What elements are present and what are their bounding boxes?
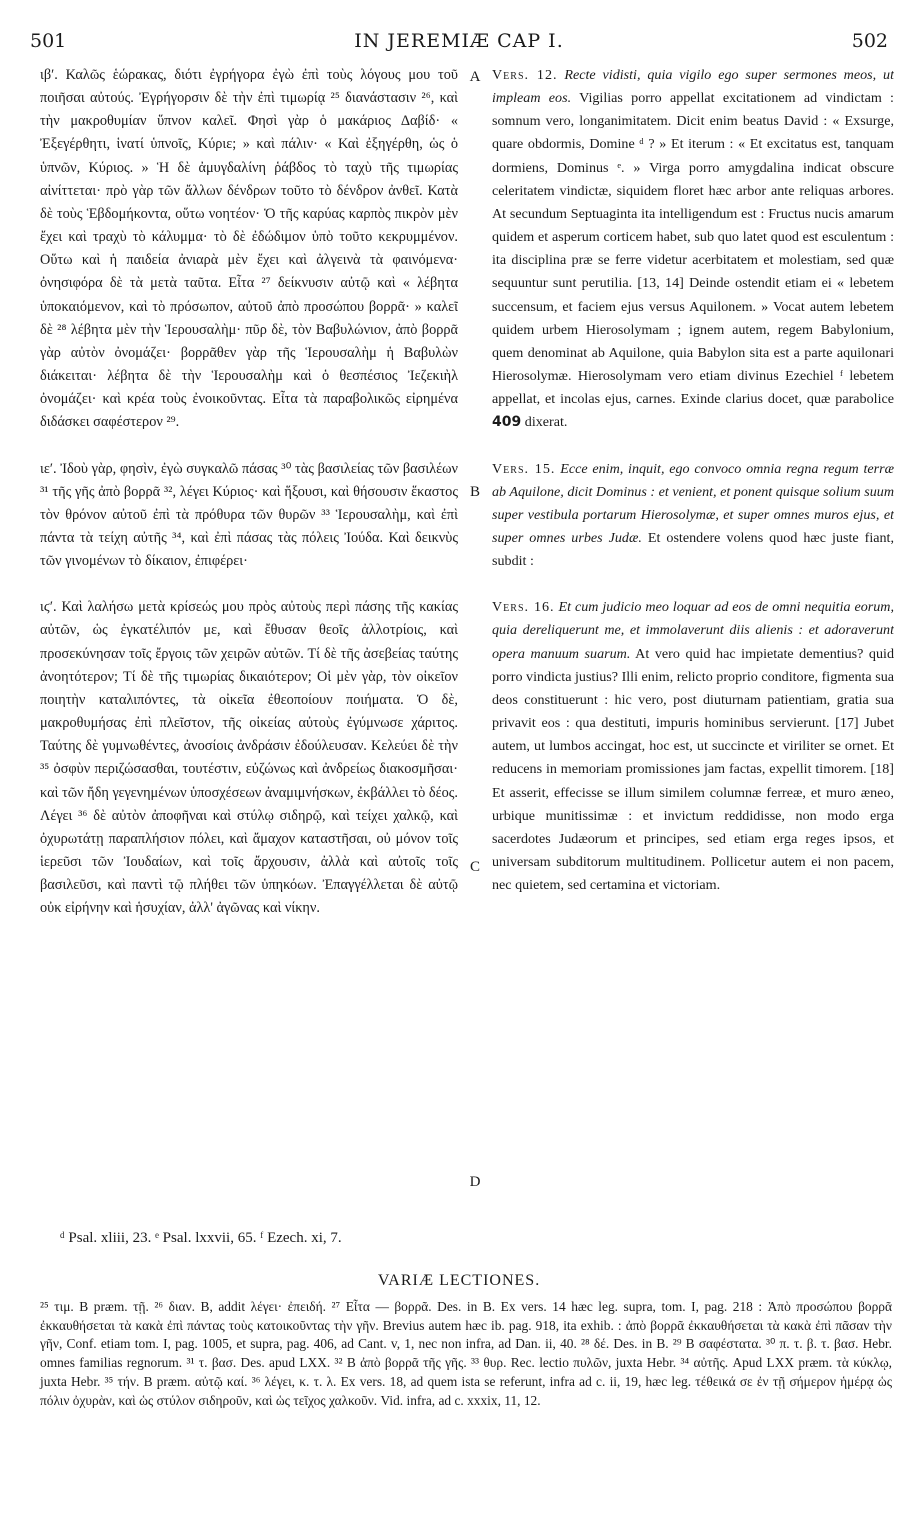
commentary-text: Et ostendere volens quod hæc juste fiant, subdit : xyxy=(492,529,894,570)
running-header xyxy=(30,30,888,60)
margin-letter-d: D xyxy=(469,1174,481,1190)
greek-column xyxy=(40,64,458,1224)
margin-letter-b: B xyxy=(469,484,480,500)
verse-label: Vers. 15. xyxy=(492,460,556,477)
page-number-right: 502 xyxy=(851,30,888,52)
greek-paragraph: ιβʹ. Καλῶς ἑώρακας, διότι ἐγρήγορα ἐγὼ ἐπὶ τοὺς λόγους μου τοῦ ποιῆσαι αὐτούς. Ἐγρήγορσιν δὲ τὴν ἐπὶ τιμωρίᾳ ²⁵ διανάστασιν ²⁶, καὶ τὴν μακροθυμίαν ὕπνον καλεῖ. Φησὶ γὰρ ὁ μακάριος Δαβίδ· « Ἐξεγέρθητι, ἱνατί ὑπνοῖς, Κύριε; » καὶ πάλιν· « Καὶ ἐξηγέρθη, ὡς ὁ ὑπνῶν, Κύριος. » Ἡ δὲ ἀμυγδαλίνη ῥάβδος τὸ ταχὺ τῆς τιμωρίας αἰνίττεται· πρὸ γὰρ τῶν ἄλλων δένδρων τοῦτο τὸ δένδρον ἀνθεῖ. Κατὰ δὲ τοὺς Ἑβδομήκοντα, οὕτω νοητέον· Ὁ τῆς καρύας καρπὸς πικρὸν μὲν ἔχει καὶ τραχὺ τὸ κάλυμμα· τὸ δὲ ἐδώδιμον ὑπὸ τοῦτο κεκρυμμένον. Οὕτω καὶ ἡ παιδεία ἀνιαρὰ μὲν ἔχει καὶ ἀλγεινὰ τὰ φαινόμενα· ὀνησιφόρα δὲ τὰ μετὰ ταῦτα. Εἶτα ²⁷ δείκνυσιν αὐτῷ καὶ « λέβητα ὑποκαιόμενον, καὶ τὸ πρόσωπον, αὐτοῦ ἀπὸ προσώπου βορρᾶ· » καλεῖ δὲ ²⁸ λέβητα μὲν τὴν Ἱερουσαλὴμ· πῦρ δὲ, τὸν Βαβυλώνιον, ἀπὸ βορρᾶ γὰρ αὐτὸν ὀνομάζει· βορρᾶθεν γὰρ τῆς Ἱερουσαλὴμ ἡ Βαβυλὼν διάκειται· λέβητα δὲ τὴν Ἱερουσαλὴμ καὶ ὁ θεσπέσιος Ἰεζεκιὴλ ὀνομάζει· καὶ κρέα τοὺς ἐνοικοῦντας. Εἶτα τὰ παραβολικῶς εἰρημένα διδάσκει σαφέστερον ²⁹. xyxy=(40,67,458,431)
commentary-text: Vigilias porro appellat excitationem ad vindictam : somnum vero, longanimitatem. Dicit enim beatus David : « Exsurge, quare obdormis, Domine ᵈ ? » Et iterum : « Et excitatus est, tanquam dormiens, Dominus ᵉ. » Virga porro amygdalina indicat obscure celeritatem vindictæ, siquidem floret hæc arbor ante reliquas arbores. At secundum Septuaginta ita intelligendum est : Fructus nucis amarum quidem et asperum corticem habet, sub quo latet quod est esculentum : ita disciplina præ se ferre videtur acerbitatem et molestiam, sed quæ sequuntur sunt perutilia. [13, 14] Deinde ostendit etiam ei « lebetem succensum, et faciem ejus versus Aquilonem. » Vocat autem lebetem quidem urbem Hierosolymam ; ignem autem, regem Babylonium, quem denominat ab Aquilone, quia Babylon sita est a parte aquilonari Hierosolymæ. Hierosolymam vero etiam divinus Ezechiel ᶠ lebetem appellat, et incolas ejus, carnes. Exinde clarius docet, quæ parabolice xyxy=(492,90,894,408)
margin-letter-a: A xyxy=(469,69,481,85)
variae-lectiones-title: VARIÆ LECTIONES. xyxy=(377,1272,541,1289)
page-number-left: 501 xyxy=(30,30,67,52)
column-number: 409 xyxy=(492,414,522,431)
running-title: IN JEREMIÆ CAP I. xyxy=(354,30,564,52)
commentary-text: At vero quid hac impietate dementius? quid porro vindicta justius? Illi enim, relicto proprio conditore, figmenta sua deos constituerunt : hic vero, post diuturnam patientiam, gratia sua privavit eos : qua destituti, impuris hominibus servierunt. [17] Jubet autem, ut lumbos accingat, hoc est, ut succincte et viriliter se ornet. Et reducens in memoriam promissiones jam factas, expellit timorem. [18] Et asserit, effecisse se illum similem columnæ ferreæ, et muro æneo, urbique munitissimæ : et invictum reddidisse, non modo erga sacerdotes Judæorum et principes, sed etiam erga reges ipsos, et universam subditorum multitudinem. Pollicetur autem ei non pacem, nec quietem, sed certamina et victoriam. xyxy=(492,645,894,894)
latin-paragraph xyxy=(492,458,894,574)
verse-text: Ecce enim, inquit, ego convoco omnia regna regum terræ ab Aquilone, dicit Dominus : et venient, et ponent quisque solium suum super vestibula portarum Hierosolymæ, et super omnes muros ejus, et super omnes urbes Judæ. xyxy=(492,460,894,546)
verse-label: Vers. 16. xyxy=(492,599,555,616)
variae-lectiones xyxy=(40,1298,892,1410)
margin-letters xyxy=(458,64,492,1224)
verse-label: Vers. 12. xyxy=(492,67,558,83)
commentary-text-end: dixerat. xyxy=(524,414,568,431)
verse-text: Et cum judicio meo loquar ad eos de omni nequitia eorum, quia dereliquerunt me, et immolaverunt diis alienis : et adoraverunt opera manuum suarum. xyxy=(492,599,894,662)
verse-text: Recte vidisti, quia vigilo ego super sermones meos, ut impleam eos. xyxy=(492,67,894,107)
greek-paragraph: ιϛʹ. Καὶ λαλήσω μετὰ κρίσεώς μου πρὸς αὐτοὺς περὶ πάσης τῆς κακίας αὐτῶν, ὡς ἐγκατέλιπόν με, καὶ ἔθυσαν θεοῖς ἀλλοτρίοις, καὶ προσεκύνησαν τοῖς ἔργοις τῶν χειρῶν αὐτῶν. Τί δὲ τῆς ἀσεβείας ταύτης ἀνοητότερον; Τί δὲ τῆς τιμωρίας δικαιότερον; Οἱ μὲν γὰρ, τὸν οἰκεῖον ποιητὴν καταλιπόντες, τὰ οἰκεῖα ἐθεοποίουν ποιήματα. Ὁ δὲ, μακροθυμήσας ἐπὶ πλεῖστον, τῆς οἰκείας αὐτοὺς ἐγύμνωσε χάριτος. Ταύτης δὲ γυμνωθέντες, ἀνοσίοις ἀνδράσιν ἐδούλευσαν. Κελεύει δὲ τὴν ³⁵ ὀσφὺν περιζώσασθαι, τουτέστιν, εὐζώνως καὶ ἀνδρείως διακοσμῆσαι· καὶ τῶν ἤδη γεγενημένων ὑποσχέσεων ἀναμιμνήσκων, ἐκβάλλει τὸ δέος. Λέγει ³⁶ δὲ αὐτὸν ἀποφῆναι καὶ στύλῳ σιδηρῷ, καὶ τείχει χαλκῷ, καὶ ὀχυρωτάτῃ παραπλήσιον πόλει, καὶ ἄμαχον καταστῆσαι, οὐ μόνον τοῖς ἱερεῦσι τῶν Ἰουδαίων, καὶ τοῖς ἄρχουσιν, ἀλλὰ καὶ αὐτοῖς τοῖς βασιλεῦσι, καὶ παντὶ τῷ πλήθει τῶν ὑπηκόων. Ἐπαγγέλλεται δὲ αὐτῷ οὐκ εἰρήνην καὶ ἡσυχίαν, ἀλλ' ἀγῶνας καὶ νίκην. xyxy=(40,599,458,917)
latin-column xyxy=(492,64,894,1224)
margin-letter-c: C xyxy=(469,859,480,875)
latin-paragraph xyxy=(492,64,894,435)
variae-text: ²⁵ τιμ. B præm. τῇ. ²⁶ διαν. B, addit λέγει· ἐπειδή. ²⁷ Εἶτα — βορρᾶ. Des. in B. Ex vers. 14 hæc leg. supra, tom. I, pag. 218 : Ἀπὸ προσώπου βορρᾶ ἐκκαυθήσεται τὰ κακὰ ἐπὶ πάντας τοὺς κατοικοῦντας τὴν γῆν. Brevius autem hæc ib. pag. 918, ita exhib. : ἀπὸ βορρᾶ ἐκκαυθήσεται τὰ κακὰ ἐπὶ πᾶσαν τὴν γῆν, Conf. etiam tom. I, pag. 1005, et supra, pag. 406, ad Cant. v, 1, nec non infra, ad Dan. ii, 40. ²⁸ δέ. Des. in B. ²⁹ B σαφέστατα. ³⁰ π. τ. β. τ. βασ. Hebr. omnes familias regnorum. ³¹ τ. βασ. Des. apud LXX. ³² B ἀπὸ βορρᾶ τῆς γῆς. ³³ θυρ. Rec. lectio πυλῶν, juxta Hebr. ³⁴ αὐτῆς. Apud LXX præm. τὰ κύκλῳ, juxta Hebr. ³⁵ τήν. B præm. αὐτῷ καί. ³⁶ λέγει, κ. τ. λ. Ex vers. 18, ad quem ista se referunt, infra ad c. ii, 19, hæc leg. τέθεικά σε ἐν τῇ σήμερον ἡμέρᾳ ὡς πόλιν ὀχυρὰν, καὶ ὡς στύλον σιδηροῦν, καὶ ὡς τεῖχος χαλκοῦν. Vid. infra, ad c. xxxix, 11, 12. xyxy=(40,1299,892,1408)
footnotes: ᵈ Psal. xliii, 23. ᵉ Psal. lxxvii, 65. ᶠ Ezech. xi, 7. xyxy=(60,1230,342,1246)
greek-paragraph: ιεʹ. Ἰδοὺ γὰρ, φησὶν, ἐγὼ συγκαλῶ πάσας ³⁰ τὰς βασιλείας τῶν βασιλέων ³¹ τῆς γῆς ἀπὸ βορρᾶ ³², λέγει Κύριος· καὶ ἥξουσι, καὶ θήσουσιν ἕκαστος τὸν θρόνον αὐτοῦ ἐπὶ τὰ πρόθυρα τῶν θυρῶν ³³ Ἱερουσαλὴμ, καὶ ἐπὶ πάντα τὰ τείχη αὐτῆς ³⁴, καὶ ἐπὶ πάσας τὰς πόλεις Ἰούδα. Καὶ δεικνὺς τῶν γινομένων τὸ δίκαιον, ἐπιφέρει· xyxy=(40,460,458,570)
latin-paragraph xyxy=(492,596,894,897)
